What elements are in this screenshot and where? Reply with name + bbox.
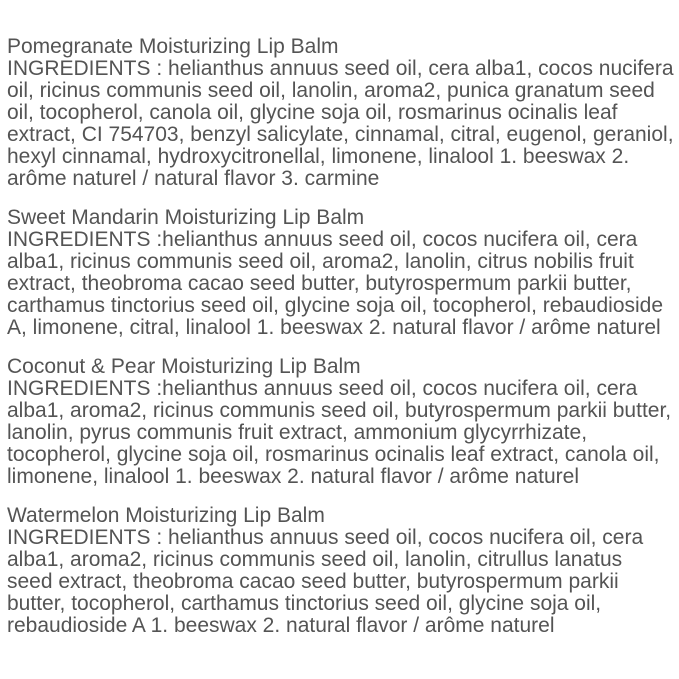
product-section-watermelon: [7, 505, 673, 637]
product-section-coconut-pear: [7, 356, 673, 488]
product-title: Pomegranate Moisturizing Lip Balm: [7, 35, 339, 58]
ingredients-line: oil, ricinus communis seed oil, lanolin, aroma2, punica granatum seed: [7, 79, 655, 102]
ingredients-line: carthamus tinctorius seed oil, glycine soja oil, tocopherol, rebaudioside: [7, 294, 664, 317]
ingredients-line: lanolin, pyrus communis fruit extract, ammonium glycyrrhizate,: [7, 421, 588, 444]
ingredients-line: A, limonene, citral, linalool 1. beeswax 2. natural flavor / arôme naturel: [7, 316, 661, 339]
ingredients-line: arôme naturel / natural flavor 3. carmine: [7, 167, 380, 190]
ingredients-line: rebaudioside A 1. beeswax 2. natural flavor / arôme naturel: [7, 614, 555, 637]
product-title: Coconut & Pear Moisturizing Lip Balm: [7, 355, 361, 378]
ingredients-line: INGREDIENTS :helianthus annuus seed oil, cocos nucifera oil, cera: [7, 377, 638, 400]
ingredients-line: INGREDIENTS : helianthus annuus seed oil, cocos nucifera oil, cera: [7, 526, 644, 549]
product-section-sweet-mandarin: [7, 207, 673, 339]
ingredients-line: oil, tocopherol, canola oil, glycine soja oil, rosmarinus ocinalis leaf: [7, 101, 618, 124]
ingredients-line: seed extract, theobroma cacao seed butter, butyrospermum parkii: [7, 570, 619, 593]
ingredients-line: hexyl cinnamal, hydroxycitronellal, limonene, linalool 1. beeswax 2.: [7, 145, 630, 168]
ingredients-line: butter, tocopherol, carthamus tinctorius seed oil, glycine soja oil,: [7, 592, 602, 615]
ingredients-line: INGREDIENTS : helianthus annuus seed oil, cera alba1, cocos nucifera: [7, 57, 674, 80]
ingredients-line: alba1, ricinus communis seed oil, aroma2, lanolin, citrus nobilis fruit: [7, 250, 634, 273]
product-title: Watermelon Moisturizing Lip Balm: [7, 504, 325, 527]
ingredients-line: extract, CI 754703, benzyl salicylate, cinnamal, citral, eugenol, geraniol,: [7, 123, 674, 146]
ingredients-line: alba1, aroma2, ricinus communis seed oil, lanolin, citrullus lanatus: [7, 548, 623, 571]
product-section-pomegranate: [7, 36, 673, 190]
ingredients-line: INGREDIENTS :helianthus annuus seed oil, cocos nucifera oil, cera: [7, 228, 638, 251]
ingredients-line: extract, theobroma cacao seed butter, butyrospermum parkii butter,: [7, 272, 632, 295]
ingredients-line: tocopherol, glycine soja oil, rosmarinus ocinalis leaf extract, canola oil,: [7, 443, 660, 466]
product-title: Sweet Mandarin Moisturizing Lip Balm: [7, 206, 365, 229]
ingredients-line: limonene, linalool 1. beeswax 2. natural flavor / arôme naturel: [7, 465, 579, 488]
ingredients-line: alba1, aroma2, ricinus communis seed oil, butyrospermum parkii butter,: [7, 399, 672, 422]
